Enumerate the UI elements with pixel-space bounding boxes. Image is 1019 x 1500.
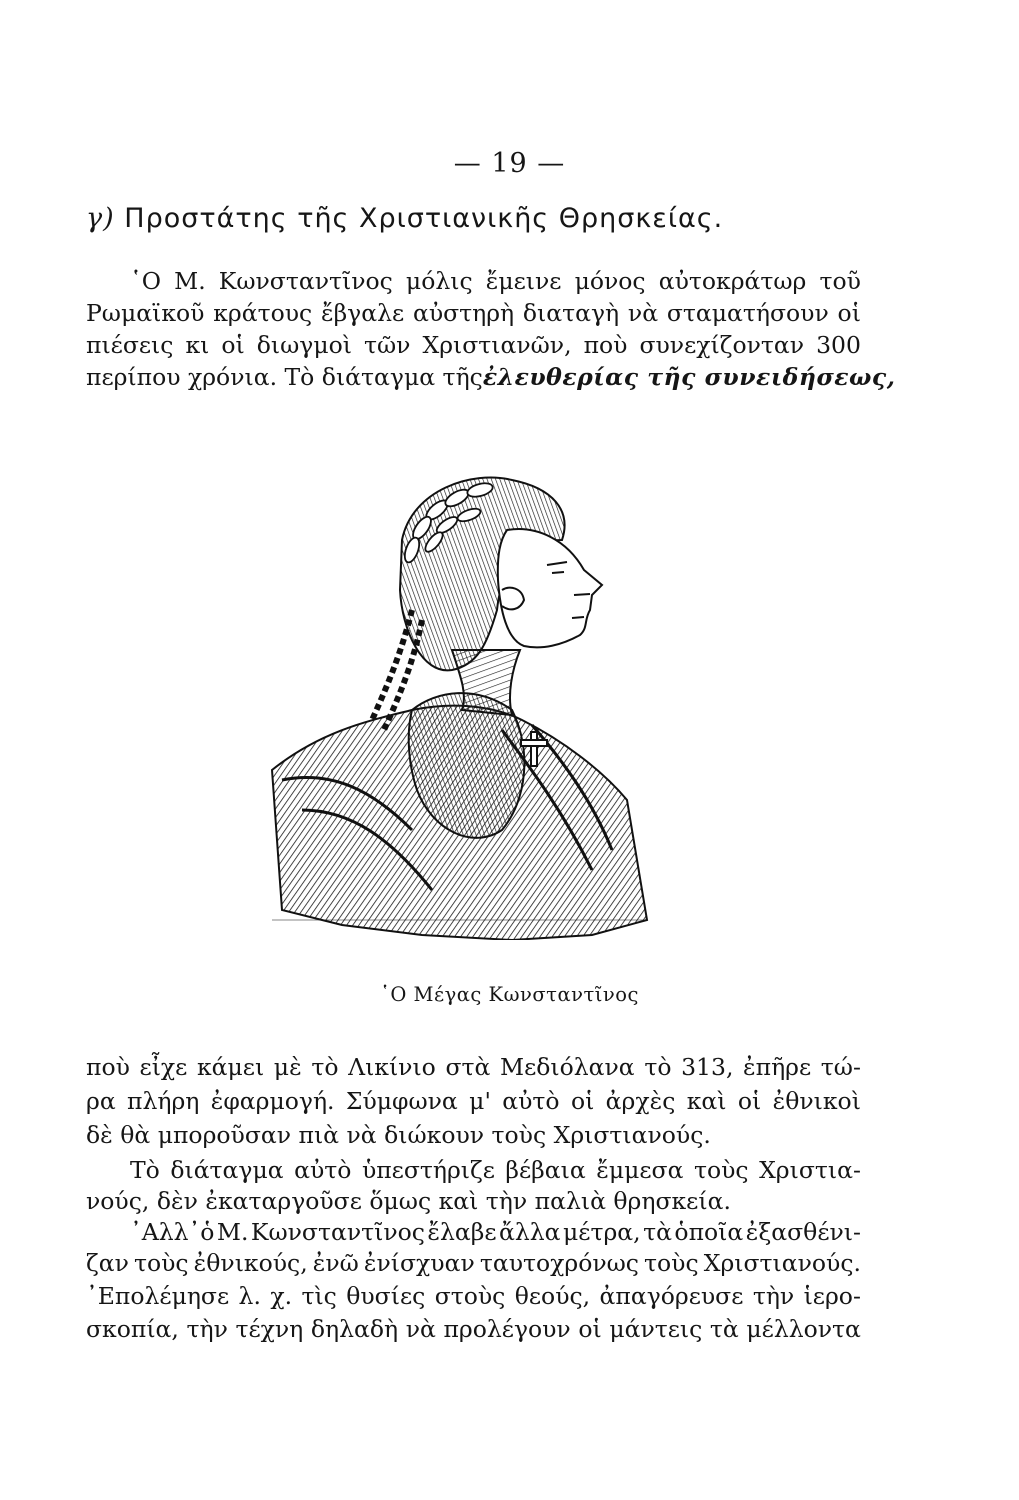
paragraph-1-emphasis: ἐλευθερίας τῆς συνειδήσεως, xyxy=(482,363,896,391)
paragraph-1-line-1: ῾Ο Μ. Κωνσταντῖνος μόλις ἔμεινε μόνος αὐτοκράτωρ τοῦ xyxy=(130,267,861,295)
paragraph-2-line-1: ποὺ εἶχε κάμει μὲ τὸ Λικίνιο στὰ Μεδιόλανα τὸ 313, ἐπῆρε τώ- xyxy=(86,1053,861,1081)
page-number: — 19 — xyxy=(453,148,566,179)
paragraph-1-line-4-text: περίπου χρόνια. Τὸ διάταγμα τῆς xyxy=(86,363,483,391)
constantine-portrait xyxy=(262,470,652,940)
paragraph-4-line-3: ᾿Επολέμησε λ. χ. τὶς θυσίες στοὺς θεούς, ἀπαγόρευσε τὴν ἱερο- xyxy=(86,1282,861,1310)
section-marker: γ) xyxy=(86,203,115,234)
paragraph-4-line-1: ᾿Αλλ᾿ὁ Μ. Κωνσταντῖνος ἔλαβε ἄλλα μέτρα, τὰ ὁποῖα ἐξασθένι- xyxy=(130,1218,861,1246)
paragraph-3-line-1: Τὸ διάταγμα αὐτὸ ὑπεστήριζε βέβαια ἔμμεσα τοὺς Χριστια- xyxy=(130,1156,861,1184)
paragraph-1-line-2: Ρωμαϊκοῦ κράτους ἔβγαλε αὐστηρὴ διαταγὴ νὰ σταματήσουν οἱ xyxy=(86,299,861,327)
paragraph-2-line-3: δὲ θὰ μποροῦσαν πιὰ νὰ διώκουν τοὺς Χριστιανούς. xyxy=(86,1121,711,1149)
paragraph-1-line-3: πιέσεις κι οἱ διωγμοὶ τῶν Χριστιανῶν, ποὺ συνεχίζονταν 300 xyxy=(86,331,861,359)
figure-caption: ῾Ο Μέγας Κωνσταντῖνος xyxy=(380,983,639,1006)
paragraph-4-line-4: σκοπία, τὴν τέχνη δηλαδὴ νὰ προλέγουν οἱ μάντεις τὰ μέλλοντα xyxy=(86,1315,861,1343)
paragraph-1-line-4 xyxy=(86,362,896,392)
section-heading xyxy=(86,203,723,234)
paragraph-2-line-2: ρα πλήρη ἐφαρμογή. Σύμφωνα μ' αὐτὸ οἱ ἀρχὲς καὶ οἱ ἐθνικοὶ xyxy=(86,1087,861,1115)
paragraph-4-line-2: ζαν τοὺς ἐθνικούς, ἐνῶ ἐνίσχυαν ταυτοχρόνως τοὺς Χριστιανούς. xyxy=(86,1249,861,1277)
section-title: Προστάτης τῆς Χριστιανικῆς Θρησκείας. xyxy=(124,203,724,234)
paragraph-3-line-2: νούς, δὲν ἐκαταργοῦσε ὅμως καὶ τὴν παλιὰ θρησκεία. xyxy=(86,1187,731,1215)
